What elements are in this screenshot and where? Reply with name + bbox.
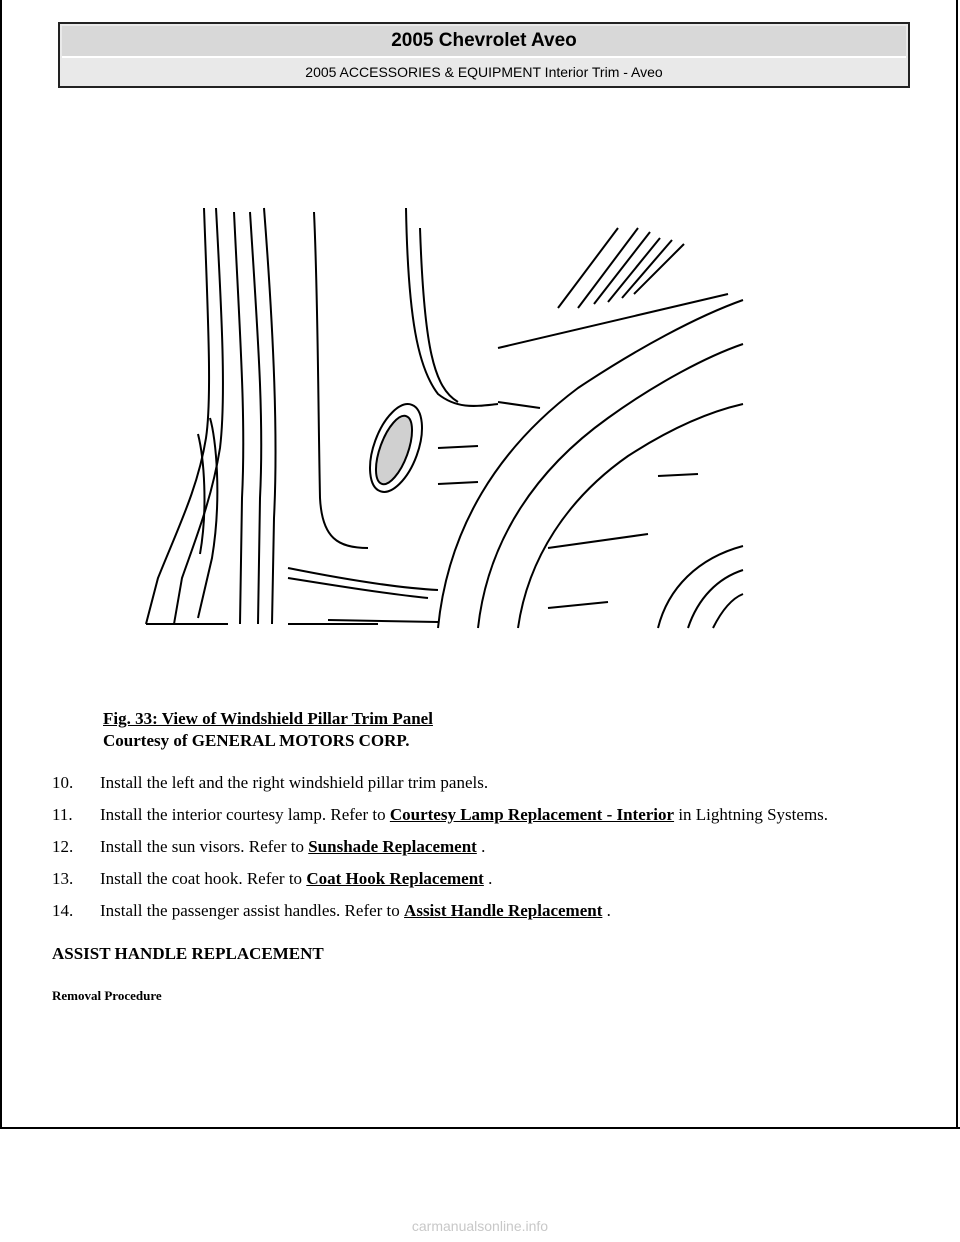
figure-caption (103, 708, 433, 752)
figure-caption-credit: Courtesy of GENERAL MOTORS CORP. (103, 731, 410, 750)
step-text-after: . (476, 837, 486, 856)
sunshade-link[interactable]: Sunshade Replacement (308, 837, 477, 856)
step-item (52, 900, 912, 922)
step-number: 12. (52, 837, 74, 856)
step-text-after: in Lightning Systems. (674, 805, 829, 824)
step-number: 11. (52, 805, 73, 824)
step-text: Install the left and the right windshield pillar trim panels. (100, 773, 489, 792)
assist-handle-link[interactable]: Assist Handle Replacement (404, 901, 603, 920)
step-text: Install the coat hook. Refer to (100, 869, 307, 888)
step-text: Install the sun visors. Refer to (100, 837, 309, 856)
header-subtitle: 2005 ACCESSORIES & EQUIPMENT Interior Trim - Aveo (305, 64, 663, 80)
section-heading: ASSIST HANDLE REPLACEMENT (52, 944, 324, 963)
figure-caption-title: Fig. 33: View of Windshield Pillar Trim Panel (103, 709, 433, 728)
step-item (52, 772, 912, 794)
step-text: Install the interior courtesy lamp. Refer to (100, 805, 390, 824)
step-number: 13. (52, 869, 74, 888)
windshield-pillar-illustration (138, 198, 748, 630)
watermark-text: carmanualsonline.info (411, 1218, 549, 1234)
procedure-steps (52, 772, 912, 932)
step-item (52, 868, 912, 890)
courtesy-lamp-link[interactable]: Courtesy Lamp Replacement - Interior (389, 805, 675, 824)
step-number: 14. (52, 901, 74, 920)
step-number: 10. (52, 773, 74, 792)
step-text-after: . (602, 901, 611, 920)
sub-heading: Removal Procedure (52, 988, 162, 1003)
step-item (52, 836, 912, 858)
step-item (52, 804, 912, 826)
coat-hook-link[interactable]: Coat Hook Replacement (306, 869, 484, 888)
header-title: 2005 Chevrolet Aveo (62, 26, 906, 58)
document-header (58, 22, 910, 88)
page-bottom-rule (0, 1127, 960, 1129)
step-text: Install the passenger assist handles. Refer to (100, 901, 405, 920)
step-text-after: . (483, 869, 493, 888)
